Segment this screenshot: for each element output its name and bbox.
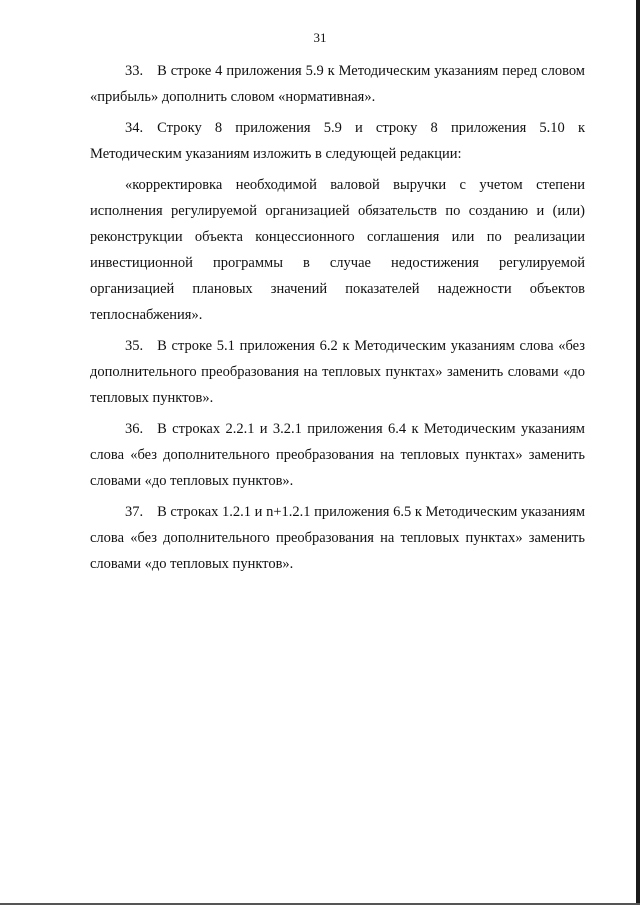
document-body: [90, 58, 585, 582]
paragraph-text: Строку 8 приложения 5.9 и строку 8 приложения 5.10 к Методическим указаниям изложить в следующей редакции:: [90, 120, 585, 162]
paragraph-34: [90, 115, 585, 167]
paragraph-text: В строке 5.1 приложения 6.2 к Методическим указаниям слова «без дополнительного преобразования на тепловых пунктах» заменить словами «до тепловых пунктов».: [90, 338, 585, 406]
paragraph-text: «корректировка необходимой валовой выручки с учетом степени исполнения регулируемой организацией обязательств по созданию и (или) реконструкции объекта концессионного соглашения или по реализации инвестиционной программы в случае недостижения регулируемой организацией плановых значений показателей надежности объектов теплоснабжения».: [90, 177, 585, 323]
paragraph-number: 34.: [125, 120, 144, 136]
paragraph-number: 33.: [125, 63, 144, 79]
paragraph-quote: [90, 172, 585, 328]
paragraph-text: В строках 2.2.1 и 3.2.1 приложения 6.4 к Методическим указаниям слова «без дополнительного преобразования на тепловых пунктах» заменить словами «до тепловых пунктов».: [90, 421, 585, 489]
paragraph-37: [90, 499, 585, 577]
paragraph-33: [90, 58, 585, 110]
page-number: 31: [313, 30, 327, 45]
paragraph-35: [90, 333, 585, 411]
paragraph-text: В строке 4 приложения 5.9 к Методическим указаниям перед словом «прибыль» дополнить словом «нормативная».: [90, 63, 585, 105]
paragraph-36: [90, 416, 585, 494]
paragraph-number: 35.: [125, 338, 144, 354]
paragraph-text: В строках 1.2.1 и n+1.2.1 приложения 6.5 к Методическим указаниям слова «без дополнительного преобразования на тепловых пунктах» заменить словами «до тепловых пунктов».: [90, 504, 585, 572]
paragraph-number: 37.: [125, 504, 144, 520]
scan-edge-right: [636, 0, 640, 905]
paragraph-number: 36.: [125, 421, 144, 437]
